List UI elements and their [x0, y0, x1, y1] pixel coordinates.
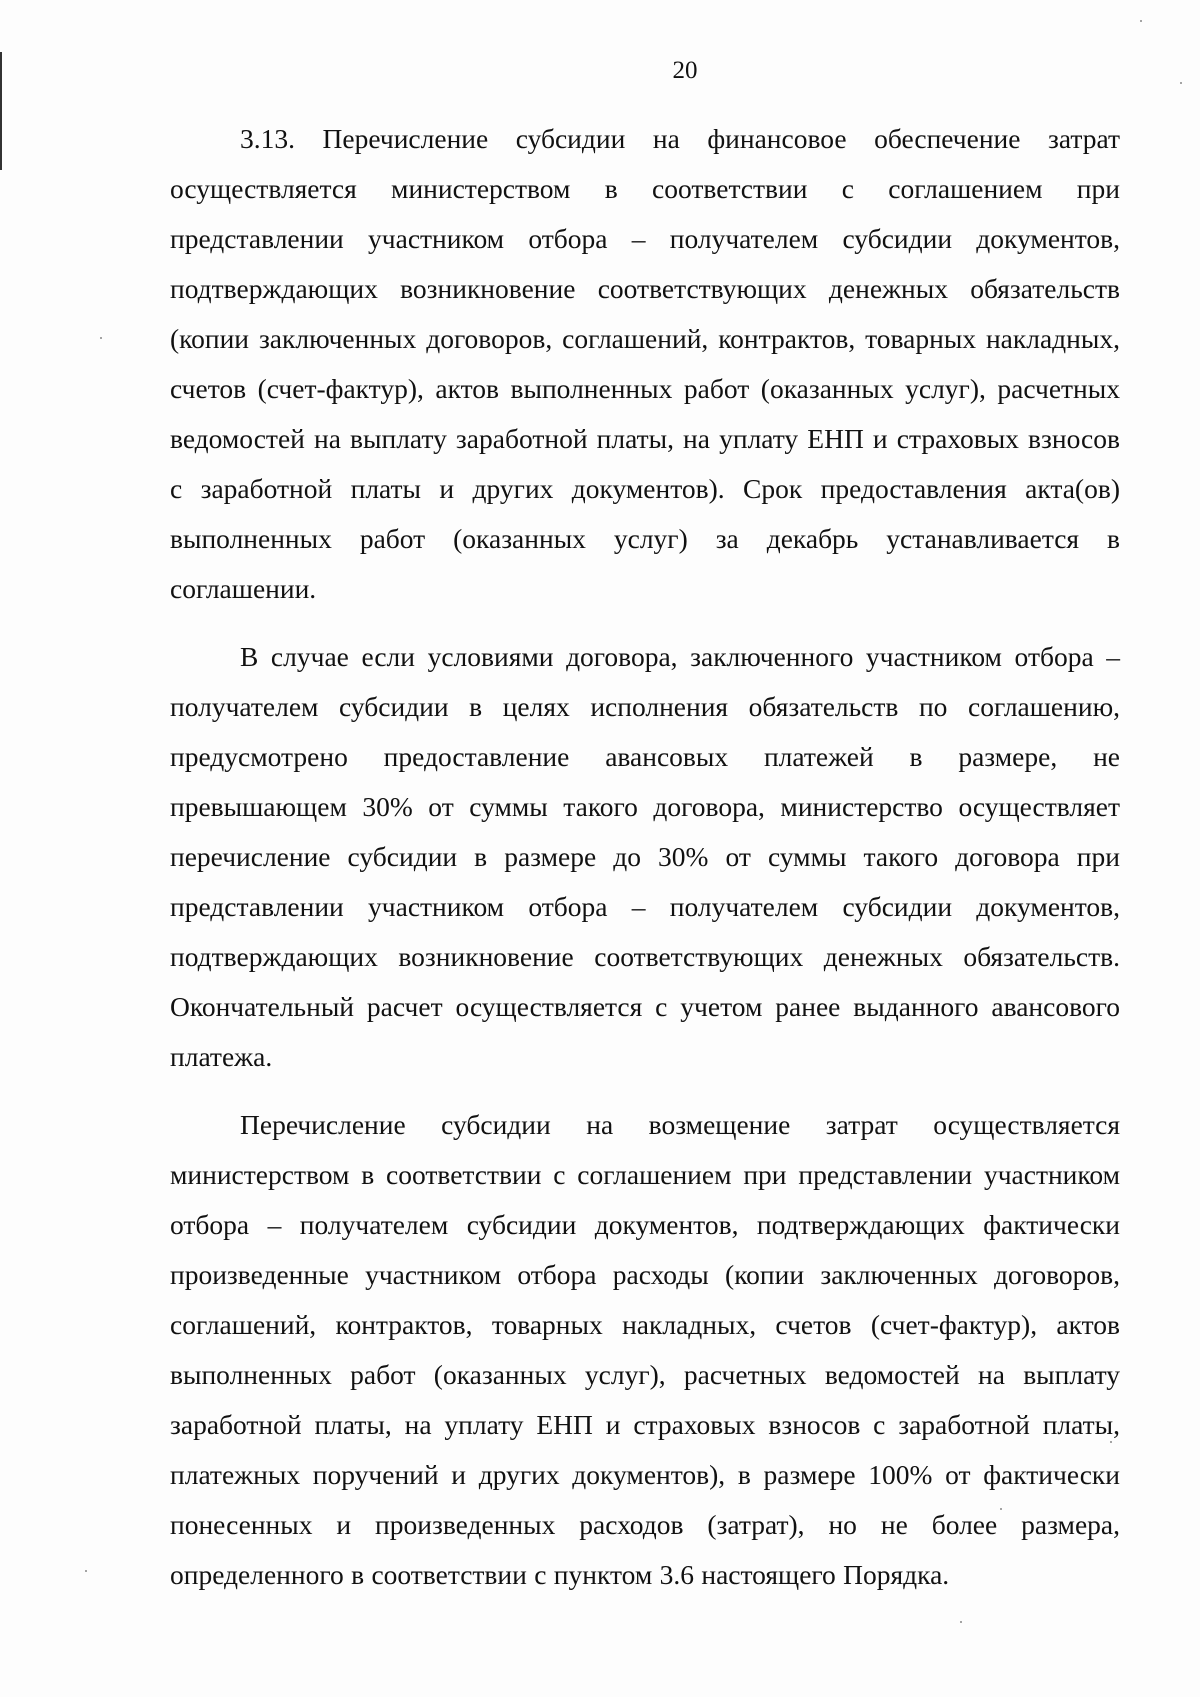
scan-speck — [85, 1570, 87, 1572]
scan-speck — [100, 337, 102, 339]
paragraph: В случае если условиями договора, заключенного участником отбора – получателем субсидии в целях исполнения обязательств по соглашению, предусмотрено предоставление авансовых платежей в размере, не превышающем 30% от суммы такого договора, министерство осуществляет перечисление субсидии в размере до 30% от суммы такого договора при представлении участником отбора – получателем субсидии документов, подтверждающих возникновение соответствующих денежных обязательств. Окончательный расчет осуществляется с учетом ранее выданного авансового платежа. — [170, 641, 1120, 1072]
page-number: 20 — [672, 57, 698, 84]
scan-speck — [960, 1621, 962, 1623]
document-body — [170, 114, 1120, 1618]
paragraph: 3.13. Перечисление субсидии на финансовое обеспечение затрат осуществляется министерством в соответствии с соглашением при представлении участником отбора – получателем субсидии документов, подтверждающих возникновение соответствующих денежных обязательств (копии заключенных договоров, соглашений, контрактов, товарных накладных, счетов (счет-фактур), актов выполненных работ (оказанных услуг), расчетных ведомостей на выплату заработной платы, на уплату ЕНП и страховых взносов с заработной платы и других документов). Срок предоставления акта(ов) выполненных работ (оказанных услуг) за декабрь устанавливается в соглашении. — [170, 123, 1120, 604]
scan-speck — [1140, 20, 1142, 22]
paragraph: Перечисление субсидии на возмещение затрат осуществляется министерством в соответствии с соглашением при представлении участником отбора – получателем субсидии документов, подтверждающих фактически произведенные участником отбора расходы (копии заключенных договоров, соглашений, контрактов, товарных накладных, счетов (счет-фактур), актов выполненных работ (оказанных услуг), расчетных ведомостей на выплату заработной платы, на уплату ЕНП и страховых взносов с заработной платы, платежных поручений и других документов), в размере 100% от фактически понесенных и произведенных расходов (затрат), но не более размера, определенного в соответствии с пунктом 3.6 настоящего Порядка. — [170, 1109, 1120, 1590]
